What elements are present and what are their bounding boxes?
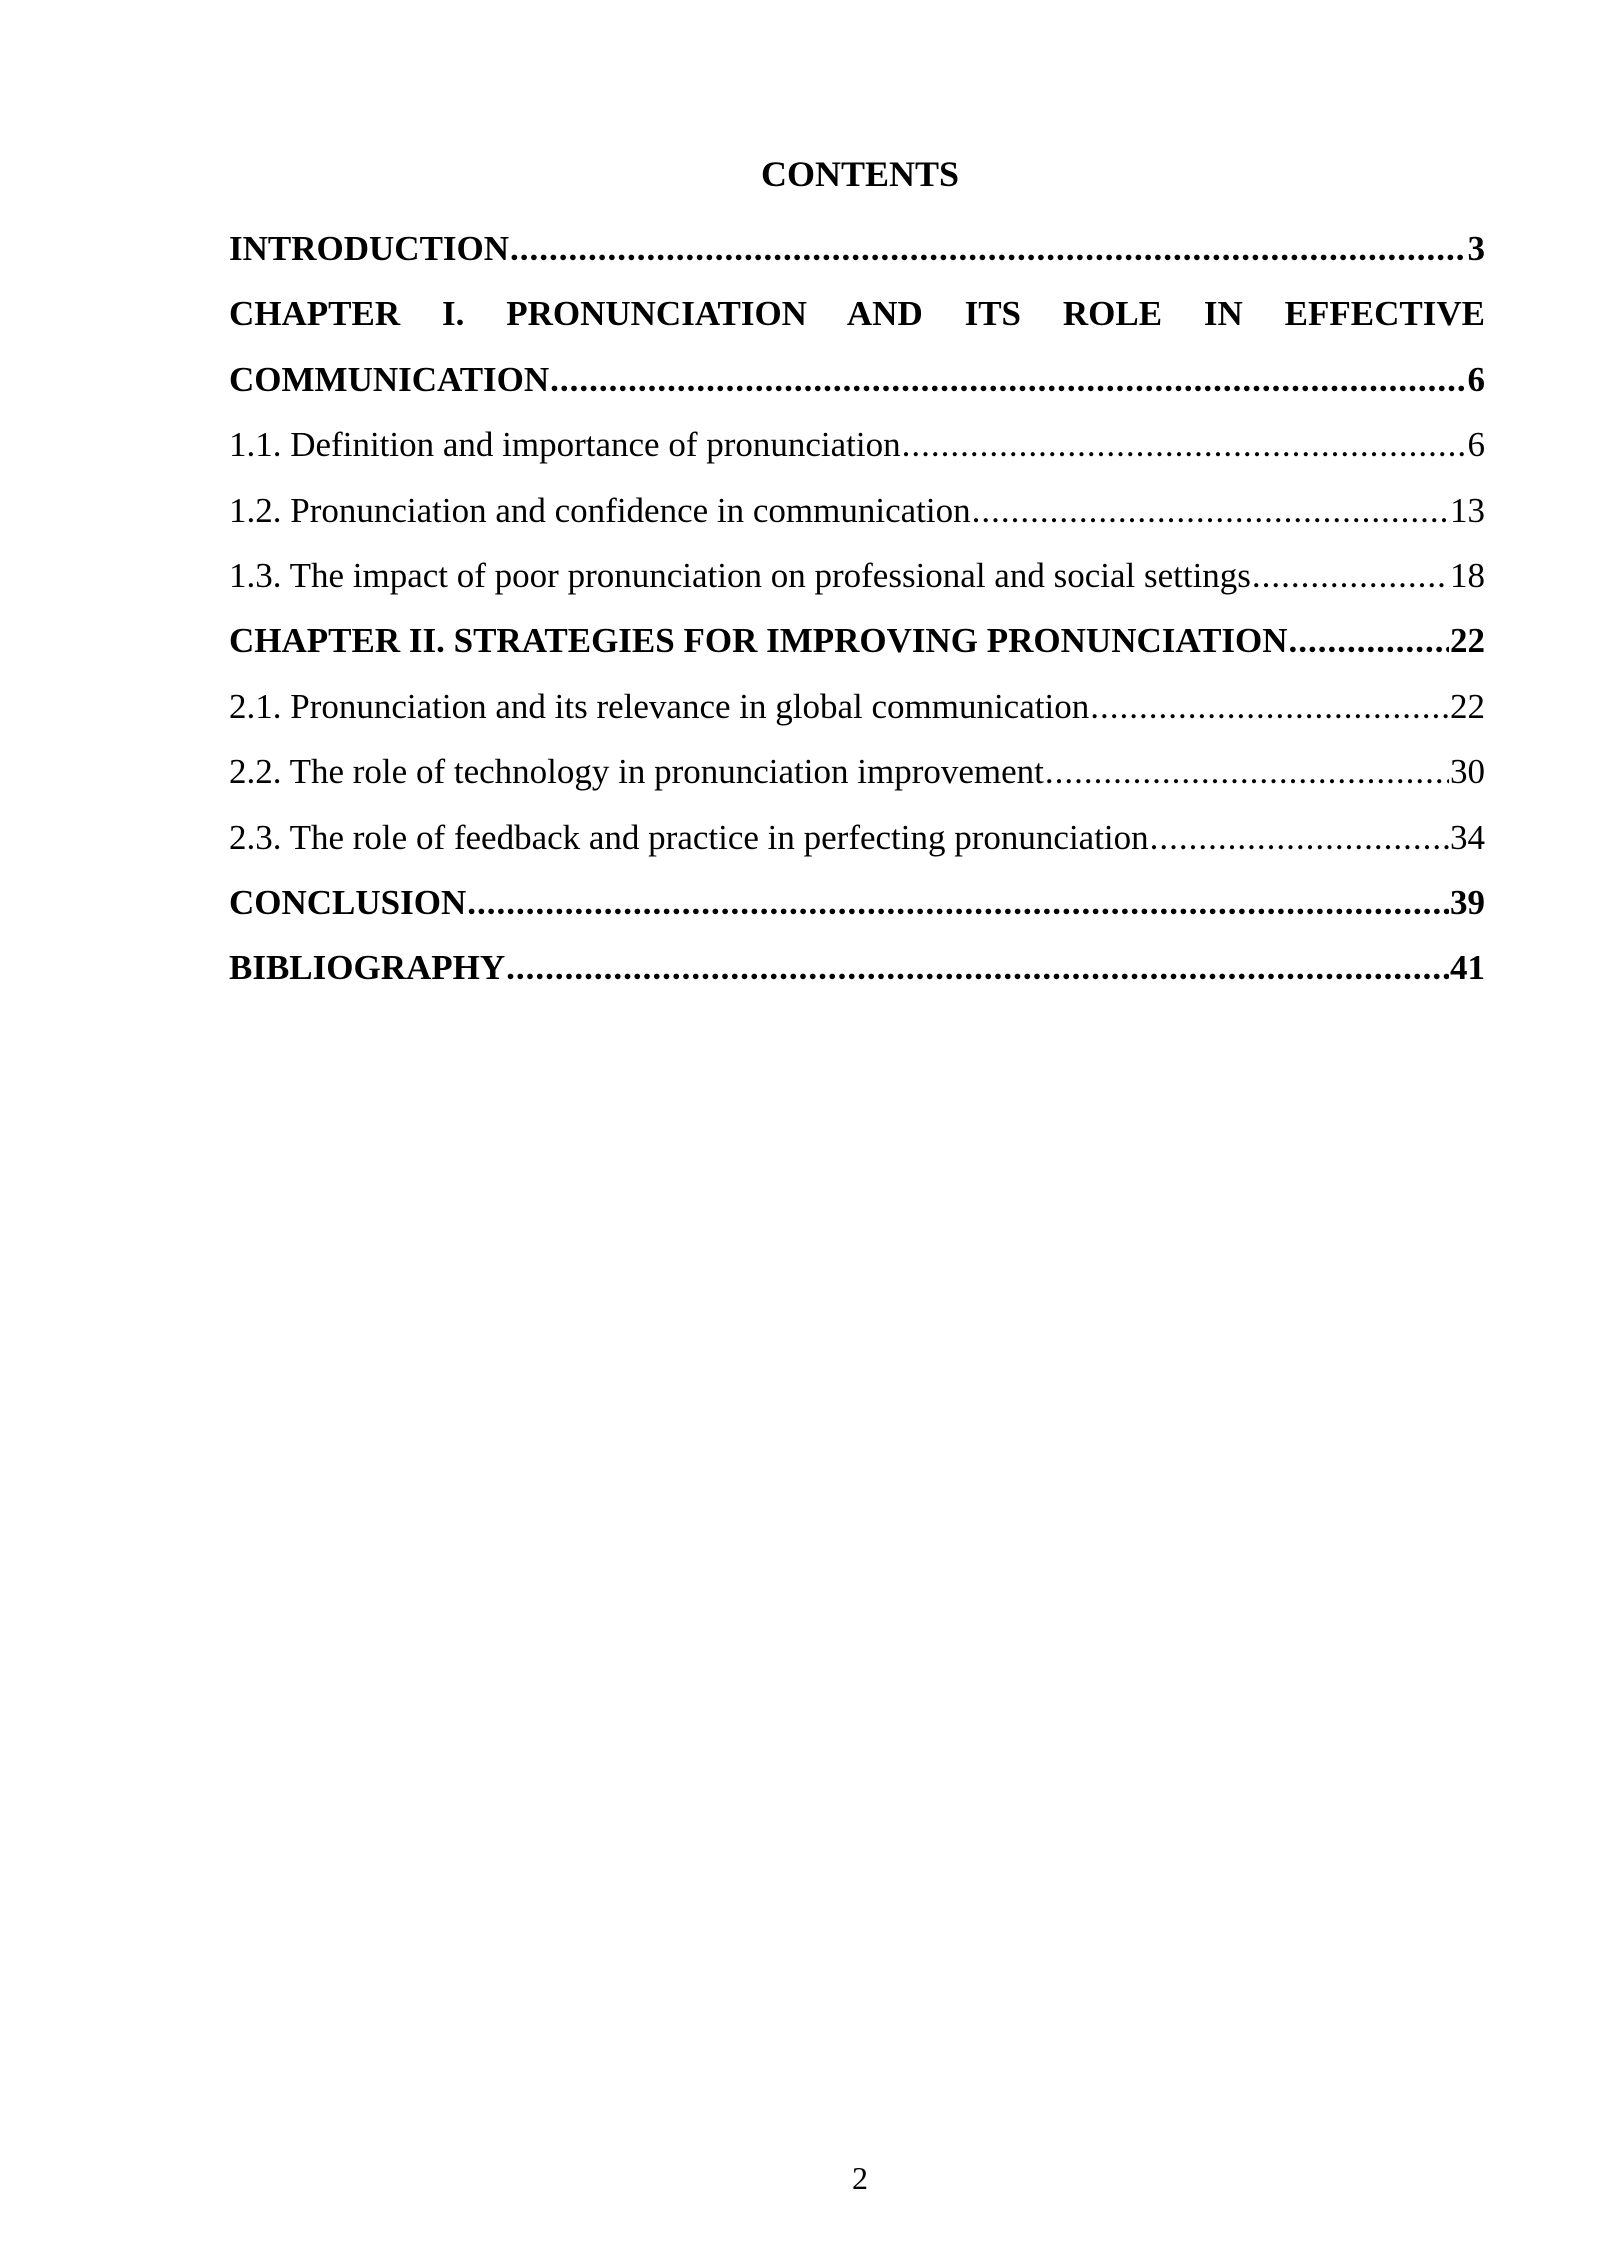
- toc-entry-title: 1.3. The impact of poor pronunciation on professional and social settings: [229, 555, 1251, 595]
- toc-entry-page: 41: [1450, 948, 1485, 988]
- dot-leader: [510, 216, 1466, 281]
- toc-entry-title: 1.2. Pronunciation and confidence in communication: [229, 490, 971, 530]
- toc-entry-page: 34: [1450, 817, 1485, 857]
- toc-entry-page: 22: [1450, 686, 1485, 726]
- toc-entry-title: INTRODUCTION: [229, 229, 510, 268]
- dot-leader: [550, 347, 1466, 412]
- toc-entry-2-2[interactable]: [229, 739, 1485, 804]
- dot-leader: [1045, 739, 1449, 804]
- dot-leader: [1252, 543, 1449, 608]
- table-of-contents: [229, 216, 1485, 1001]
- toc-entry-conclusion[interactable]: [229, 870, 1485, 935]
- toc-entry-chapter-1-cont[interactable]: [229, 347, 1485, 412]
- toc-entry-title: CHAPTER I. PRONUNCIATION AND ITS ROLE IN EFFECTIVE: [229, 294, 1485, 334]
- toc-entry-page: 22: [1450, 621, 1485, 661]
- toc-entry-title: 1.1. Definition and importance of pronunciation: [229, 425, 901, 465]
- toc-entry-2-1[interactable]: [229, 674, 1485, 739]
- toc-entry-page: 3: [1467, 229, 1485, 268]
- dot-leader: [467, 870, 1449, 935]
- toc-entry-title: 2.1. Pronunciation and its relevance in global communication: [229, 686, 1090, 726]
- toc-entry-1-2[interactable]: [229, 478, 1485, 543]
- toc-entry-title: CHAPTER II. STRATEGIES FOR IMPROVING PRONUNCIATION: [229, 621, 1288, 661]
- toc-entry-introduction[interactable]: [229, 216, 1485, 281]
- toc-entry-chapter-2[interactable]: [229, 608, 1485, 673]
- toc-entry-1-1[interactable]: [229, 412, 1485, 477]
- dot-leader: [1150, 805, 1449, 870]
- page-number: 2: [852, 2160, 868, 2196]
- contents-heading: CONTENTS: [760, 154, 960, 194]
- dot-leader: [1090, 674, 1449, 739]
- toc-entry-title: CONCLUSION: [229, 882, 467, 922]
- toc-entry-1-3[interactable]: [229, 543, 1485, 608]
- toc-entry-page: 6: [1467, 425, 1485, 465]
- dot-leader: [506, 935, 1449, 1000]
- toc-entry-page: 18: [1450, 555, 1485, 595]
- toc-entry-page: 39: [1450, 882, 1485, 922]
- dot-leader: [972, 478, 1449, 543]
- toc-entry-title: BIBLIOGRAPHY: [229, 948, 506, 988]
- toc-entry-bibliography[interactable]: [229, 935, 1485, 1000]
- toc-entry-title: 2.3. The role of feedback and practice in perfecting pronunciation: [229, 817, 1149, 857]
- dot-leader: [1289, 608, 1449, 673]
- dot-leader: [902, 412, 1467, 477]
- toc-entry-2-3[interactable]: [229, 805, 1485, 870]
- toc-entry-page: 6: [1467, 359, 1485, 399]
- toc-entry-title: 2.2. The role of technology in pronunciation improvement: [229, 752, 1044, 792]
- toc-entry-title: COMMUNICATION: [229, 359, 550, 399]
- toc-entry-page: 30: [1450, 752, 1485, 792]
- toc-entry-chapter-1[interactable]: [229, 281, 1485, 346]
- toc-entry-page: 13: [1450, 490, 1485, 530]
